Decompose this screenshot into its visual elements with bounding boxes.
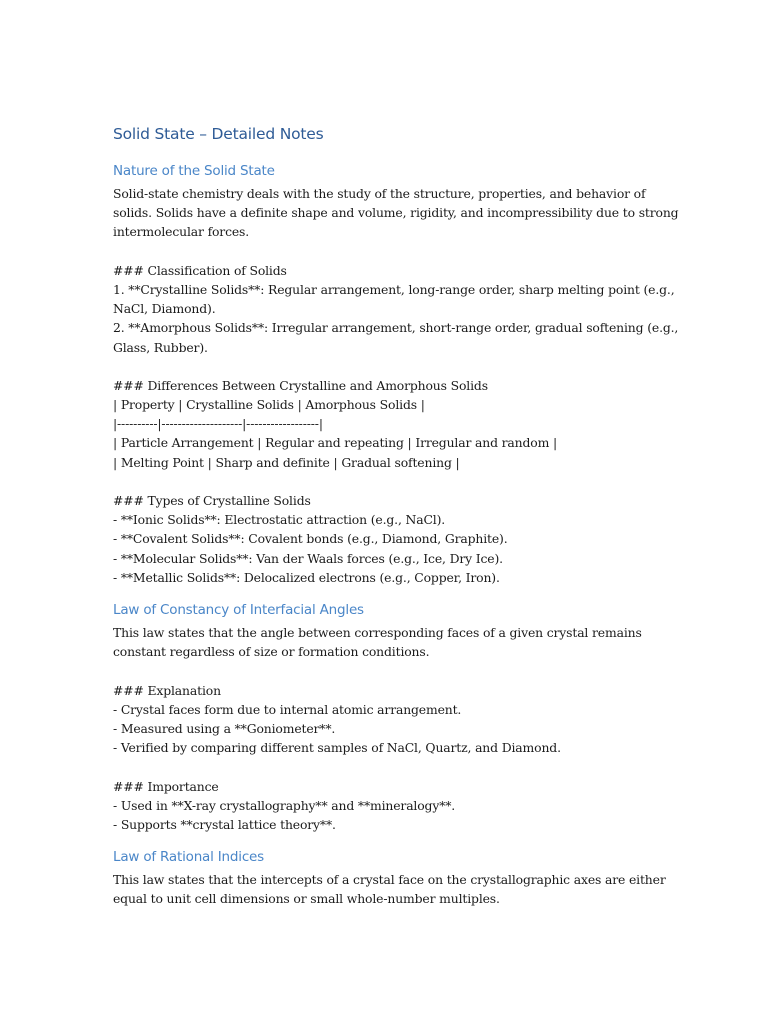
section-heading-rational-indices: Law of Rational Indices: [113, 849, 264, 865]
text-line: 1. **Crystalline Solids**: Regular arrangement, long-range order, sharp melting point (e.g.,: [113, 281, 675, 297]
text-line: - Verified by comparing different samples of NaCl, Quartz, and Diamond.: [113, 740, 561, 756]
blank-line: [113, 242, 673, 261]
blank-line: [113, 661, 673, 680]
text-line: 2. **Amorphous Solids**: Irregular arrangement, short-range order, gradual softening (e.g.,: [113, 320, 679, 336]
text-line: | Particle Arrangement | Regular and repeating | Irregular and random |: [113, 435, 558, 451]
blank-line: [113, 472, 673, 491]
text-line: ### Explanation: [113, 682, 221, 698]
text-line: - Supports **crystal lattice theory**.: [113, 816, 336, 832]
text-line: ### Types of Crystalline Solids: [113, 493, 311, 508]
section-body-interfacial-angles: [113, 623, 673, 834]
text-line: intermolecular forces.: [113, 224, 250, 240]
blank-line: [113, 757, 673, 776]
text-line: Glass, Rubber).: [113, 339, 208, 355]
document-title: Solid State – Detailed Notes: [113, 125, 324, 143]
text-line: - **Molecular Solids**: Van der Waals forces (e.g., Ice, Dry Ice).: [113, 550, 503, 566]
text-line: | Melting Point | Sharp and definite | Gradual softening |: [113, 454, 460, 470]
text-line: - **Metallic Solids**: Delocalized electrons (e.g., Copper, Iron).: [113, 569, 500, 585]
text-line: - **Ionic Solids**: Electrostatic attraction (e.g., NaCl).: [113, 512, 446, 528]
text-line: |----------|--------------------|------------------|: [113, 416, 323, 432]
section-body-nature: [113, 184, 679, 587]
text-line: ### Differences Between Crystalline and Amorphous Solids: [113, 377, 488, 393]
text-line: This law states that the angle between corresponding faces of a given crystal remains: [113, 625, 642, 640]
text-line: This law states that the intercepts of a crystal face on the crystallographic axes are either: [113, 872, 666, 887]
text-line: NaCl, Diamond).: [113, 301, 216, 317]
text-line: Solid-state chemistry deals with the study of the structure, properties, and behavior of: [113, 186, 646, 201]
text-line: - Measured using a **Goniometer**.: [113, 720, 336, 736]
text-line: - Used in **X-ray crystallography** and **mineralogy**.: [113, 797, 456, 813]
text-line: ### Classification of Solids: [113, 262, 287, 278]
section-heading-nature: Nature of the Solid State: [113, 163, 275, 179]
section-heading-interfacial-angles: Law of Constancy of Interfacial Angles: [113, 602, 364, 618]
text-line: solids. Solids have a definite shape and volume, rigidity, and incompressibility due to strong: [113, 205, 679, 221]
text-line: ### Importance: [113, 778, 219, 794]
text-line: - Crystal faces form due to internal atomic arrangement.: [113, 701, 462, 717]
text-line: - **Covalent Solids**: Covalent bonds (e.g., Diamond, Graphite).: [113, 531, 508, 547]
text-line: equal to unit cell dimensions or small whole-number multiples.: [113, 891, 500, 907]
text-line: constant regardless of size or formation conditions.: [113, 644, 430, 660]
text-line: | Property | Crystalline Solids | Amorphous Solids |: [113, 397, 425, 413]
section-body-rational-indices: [113, 870, 673, 908]
blank-line: [113, 357, 673, 376]
